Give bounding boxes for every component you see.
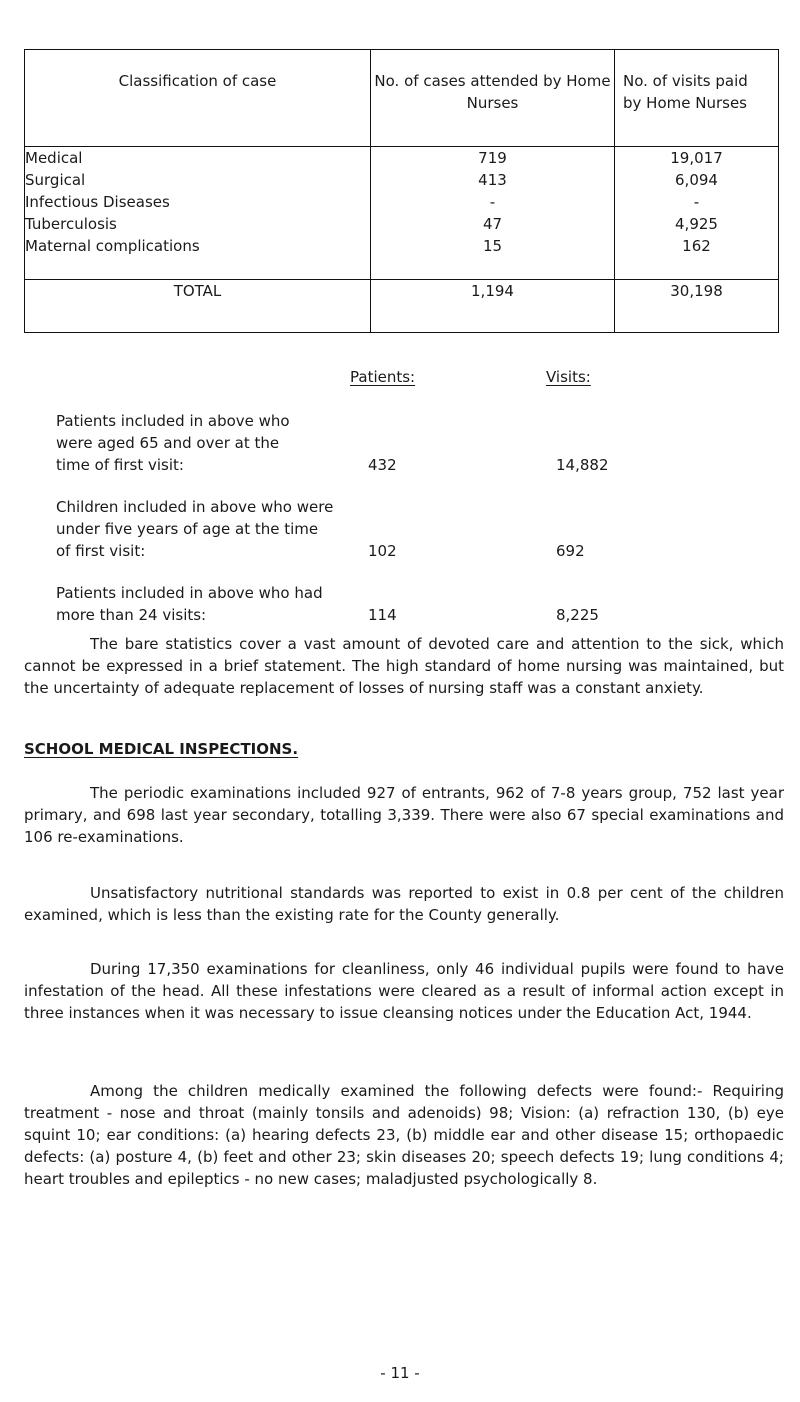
- summary-row-aged-65: [56, 410, 756, 476]
- summary-visits-header: Visits:: [546, 368, 591, 386]
- table-header-row: [25, 50, 779, 147]
- total-visits: 30,198: [615, 280, 779, 333]
- summary-visits-value: 692: [556, 542, 585, 560]
- summary-visits-value: 8,225: [556, 606, 599, 624]
- header-cases: No. of cases attended by Home Nurses: [371, 50, 615, 147]
- paragraph-statistics: [24, 633, 784, 699]
- summary-patients-value: 114: [368, 606, 397, 624]
- summary-row-label: [56, 496, 476, 562]
- total-cases: 1,194: [371, 280, 615, 333]
- summary-row-over-24-visits: [56, 582, 756, 626]
- summary-label-line: Patients included in above who had: [56, 584, 323, 602]
- summary-label-line: Patients included in above who: [56, 412, 290, 430]
- classification-cell: Surgical: [25, 171, 86, 189]
- page-number: - 11 -: [380, 1364, 420, 1382]
- cases-cell: 47: [482, 215, 503, 233]
- visits-cell: 4,925: [675, 215, 718, 233]
- visits-cell: 6,094: [675, 171, 718, 189]
- paragraph-defects: [24, 1080, 784, 1190]
- cases-cell: 719: [478, 149, 507, 167]
- total-label: TOTAL: [25, 280, 371, 333]
- cases-column: [371, 147, 615, 280]
- header-classification: Classification of case: [25, 50, 371, 147]
- paragraph-cleanliness: [24, 958, 784, 1024]
- classification-cell: Infectious Diseases: [25, 193, 170, 211]
- section-heading: SCHOOL MEDICAL INSPECTIONS.: [24, 740, 299, 758]
- visits-cell: -: [693, 193, 700, 211]
- header-visits: No. of visits paid by Home Nurses: [615, 50, 779, 147]
- summary-label-line: under five years of age at the time: [56, 520, 319, 538]
- paragraph-nutrition: [24, 882, 784, 926]
- cases-cell: -: [489, 193, 496, 211]
- summary-patients-header: Patients:: [350, 368, 416, 386]
- paragraph-text: The bare statistics cover a vast amount of devoted care and attention to the sick, which cannot be expressed in a brief statement. The high standard of home nursing was maintained, but the uncertainty of adequate replacement of losses of nursing staff was a constant anxiety.: [24, 635, 784, 697]
- summary-label-line: were aged 65 and over at the: [56, 434, 280, 452]
- summary-label-line: of first visit:: [56, 542, 146, 560]
- table-body-row: [25, 147, 779, 280]
- visits-cell: 162: [682, 237, 711, 255]
- visits-cell: 19,017: [670, 149, 723, 167]
- classification-column: [25, 147, 371, 280]
- paragraph-text: The periodic examinations included 927 of entrants, 962 of 7-8 years group, 752 last year primary, and 698 last year secondary, totalling 3,339. There were also 67 special examinations and 106 re-examinations.: [24, 784, 784, 846]
- paragraph-text: Among the children medically examined the following defects were found:- Requiring treatment - nose and throat (mainly tonsils and adenoids) 98; Vision: (a) refraction 130, (b) eye squint 10; ear conditions: (a) hearing defects 23, (b) middle ear and other disease 15; orthopaedic defects: (a) posture 4, (b) feet and other 23; skin diseases 20; speech defects 19; lung conditions 4; heart troubles and epileptics - no new cases; maladjusted psychologically 8.: [24, 1082, 784, 1188]
- summary-patients-value: 432: [368, 456, 397, 474]
- classification-cell: Maternal complications: [25, 237, 200, 255]
- summary-label-line: Children included in above who were: [56, 498, 334, 516]
- summary-patients-value: 102: [368, 542, 397, 560]
- paragraph-text: During 17,350 examinations for cleanliness, only 46 individual pupils were found to have infestation of the head. All these infestations were cleared as a result of informal action except in three instances when it was necessary to issue cleansing notices under the Education Act, 1944.: [24, 960, 784, 1022]
- summary-label-line: time of first visit:: [56, 456, 184, 474]
- summary-visits-value: 14,882: [556, 456, 609, 474]
- classification-cell: Medical: [25, 149, 83, 167]
- cases-cell: 413: [478, 171, 507, 189]
- summary-label-line: more than 24 visits:: [56, 606, 207, 624]
- table-total-row: [25, 280, 779, 333]
- home-nursing-table: [24, 49, 779, 333]
- summary-row-children: [56, 496, 756, 562]
- cases-cell: 15: [482, 237, 503, 255]
- paragraph-text: Unsatisfactory nutritional standards was reported to exist in 0.8 per cent of the children examined, which is less than the existing rate for the County generally.: [24, 884, 784, 924]
- paragraph-periodic-examinations: [24, 782, 784, 848]
- visits-column: [615, 147, 779, 280]
- classification-cell: Tuberculosis: [25, 215, 117, 233]
